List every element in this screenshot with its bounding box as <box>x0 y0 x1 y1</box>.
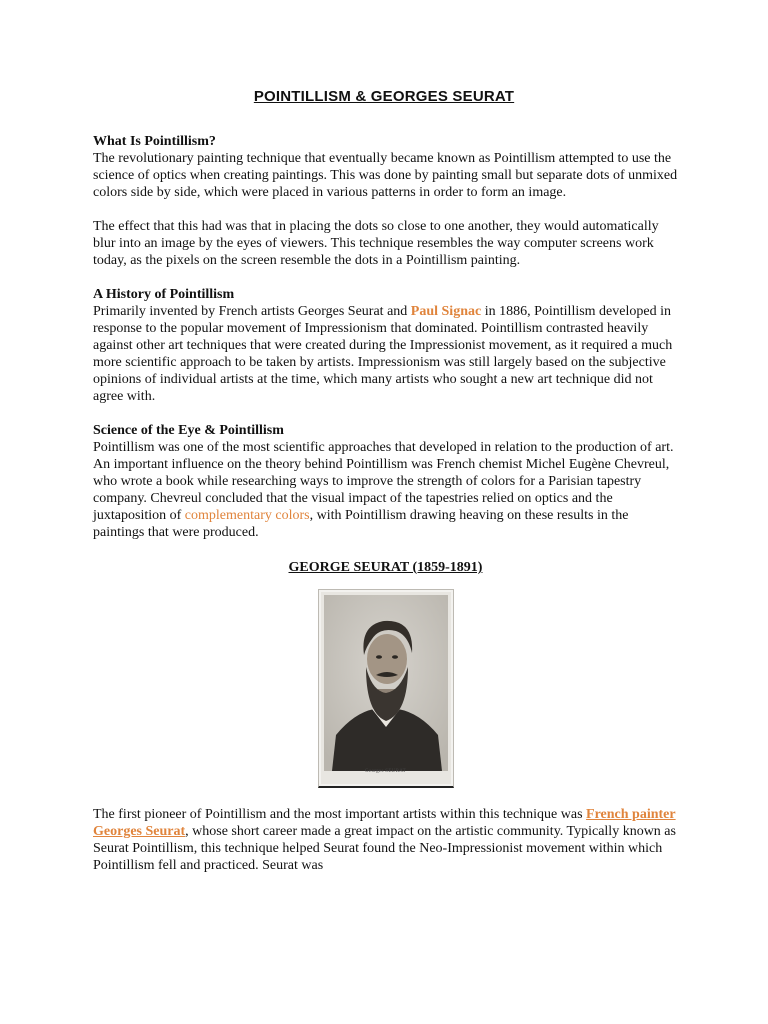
link-georges-seurat[interactable]: French painter Georges Seurat <box>93 807 676 839</box>
section-heading-science: Science of the Eye & Pointillism <box>93 423 284 438</box>
paragraph-science-text-a: Pointillism was one of the most scientific approaches that developed in relation to the production of art. An important influence on the theory behind Pointillism was French chemist Michel Eugène Chevreul, who wrote a book while researching ways to improve the strength of colors for a Parisian tapestry company. Chevreul concluded that the visual impact of the tapestries relied on optics and the juxtaposition of <box>93 440 674 523</box>
paragraph-history-text-b: in 1886, Pointillism developed in response to the popular movement of Impressionism that dominated. Pointillism contrasted heavily against other art techniques that were created during the Impressionist movement, as it required a much more scientific approach to be taken by artists. Impressionism was still largely based on the subjective opinions of individual artists at the time, which many artists who sought a new art technique did not agree with. <box>93 304 673 404</box>
paragraph-seurat-text-a: The first pioneer of Pointillism and the most important artists within this technique was <box>93 807 587 822</box>
document-body <box>93 133 678 874</box>
paragraph-history-text-a: Primarily invented by French artists Georges Seurat and <box>93 304 411 319</box>
section-heading-history: A History of Pointillism <box>93 287 235 302</box>
paragraph-history <box>93 303 678 405</box>
paragraph-seurat-text-b: , whose short career made a great impact on the artistic community. Typically known as Seurat Pointillism, this technique helped Seurat found the Neo-Impressionist movement within which Pointillism fell and practiced. Seurat was <box>93 824 676 873</box>
paragraph-science-text-b: , with Pointillism drawing heaving on these results in the paintings that were produced. <box>93 508 629 540</box>
link-complementary-colors[interactable]: complementary colors <box>184 508 310 523</box>
seurat-portrait-image <box>324 595 448 771</box>
portrait-caption: Georges SEURAT <box>365 769 406 774</box>
section-heading-seurat: GEORGE SEURAT (1859-1891) <box>288 560 483 575</box>
paragraph-what-is-1: The revolutionary painting technique that eventually became known as Pointillism attempted to use the science of optics when creating paintings. This was done by painting small but separate dots of unmixed colors side by side, which were placed in various patterns in order to form an image. <box>93 151 678 200</box>
portrait-container <box>93 589 678 788</box>
paragraph-science <box>93 439 678 541</box>
link-paul-signac[interactable]: Paul Signac <box>410 304 482 319</box>
section-heading-what-is: What Is Pointillism? <box>93 134 216 149</box>
paragraph-what-is-2: The effect that this had was that in placing the dots so close to one another, they would automatically blur into an image by the eyes of viewers. This technique resembles the way computer screens work today, as the pixels on the screen resemble the dots in a Pointillism painting. <box>93 219 659 268</box>
page-title: POINTILLISM & GEORGES SEURAT <box>253 88 515 105</box>
paragraph-seurat <box>93 806 678 874</box>
portrait-photo <box>318 589 454 788</box>
